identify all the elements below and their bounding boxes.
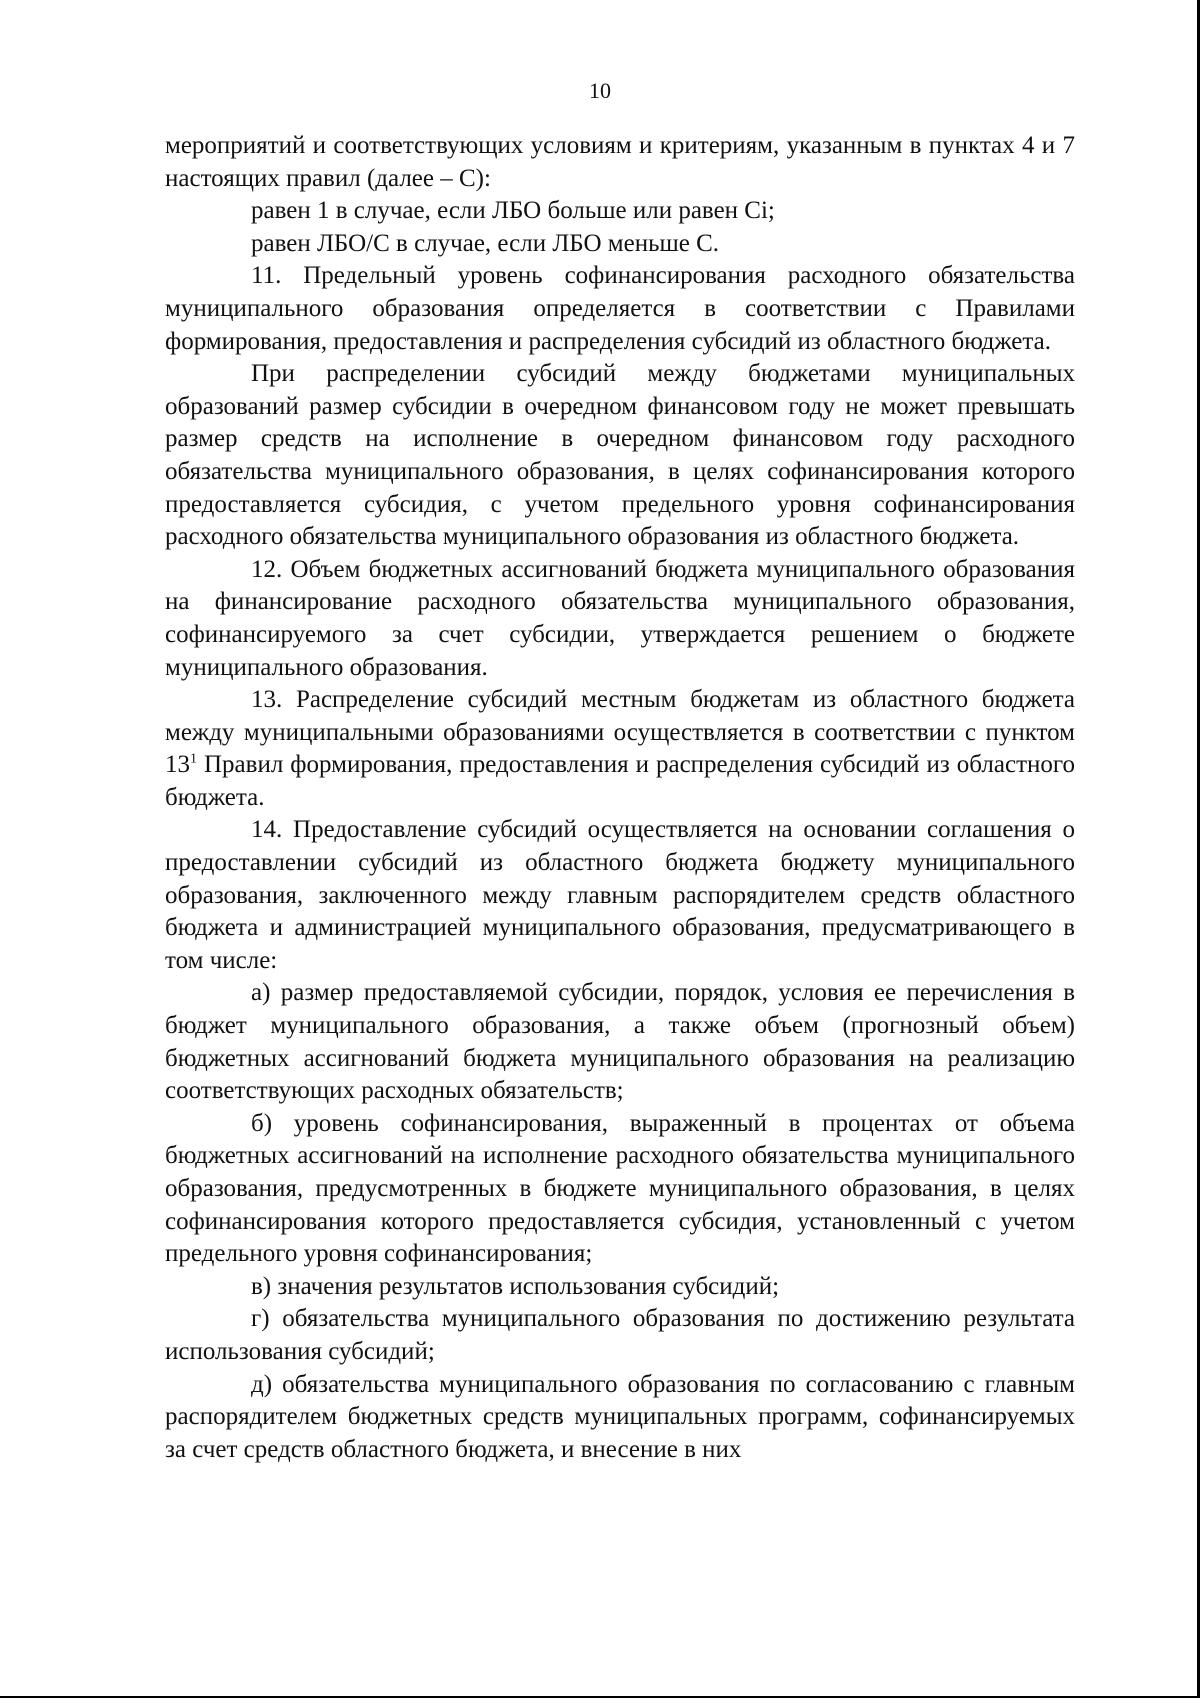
paragraph-continuation: мероприятий и соответствующих условиям и критериям, указанным в пунктах 4 и 7 настоящих правил (далее – С): — [165, 132, 1075, 192]
document-body — [165, 130, 1075, 1466]
paragraph-13 — [165, 684, 1075, 814]
list-item-b: б) уровень софинансирования, выраженный в процентах от объема бюджетных ассигнований на исполнение расходного обязательства муниципального образования, предусмотренных в бюджете муниципального образования, в целях софинансирования которого предоставляется субсидия, установленный с учетом предельного уровня софинансирования; — [165, 1109, 1075, 1268]
list-item-g: г) обязательства муниципального образования по достижению результата использования субсидий; — [165, 1305, 1075, 1365]
paragraph-formula-2: равен ЛБО/С в случае, если ЛБО меньше С. — [251, 229, 720, 257]
paragraph-formula-1: равен 1 в случае, если ЛБО больше или равен Ci; — [251, 197, 775, 225]
paragraph-12: 12. Объем бюджетных ассигнований бюджета муниципального образования на финансирование расходного обязательства муниципального образования, софинансируемого за счет субсидии, утверждается решением о бюджете муниципального образования. — [165, 555, 1075, 681]
paragraph-13-text-end: Правил формирования, предоставления и распределения субсидий из областного бюджета. — [165, 751, 1075, 811]
list-item-d: д) обязательства муниципального образования по согласованию с главным распорядителем бюджетных средств муниципальных программ, софинансируемых за счет средств областного бюджета, и внесение в них — [165, 1370, 1075, 1463]
list-item-v: в) значения результатов использования субсидий; — [251, 1272, 780, 1300]
page-number: 10 — [589, 78, 611, 103]
paragraph-11: 11. Предельный уровень софинансирования расходного обязательства муниципального образования определяется в соответствии с Правилами формирования, предоставления и распределения субсидий из областного бюджета. — [165, 262, 1075, 355]
footnote-superscript: 1 — [190, 751, 197, 767]
paragraph-14: 14. Предоставление субсидий осуществляется на основании соглашения о предоставлении субсидий из областного бюджета бюджету муниципального образования, заключенного между главным распорядителем средств областного бюджета и администрацией муниципального образования, предусматривающего в том числе: — [165, 816, 1075, 974]
paragraph-distribution: При распределении субсидий между бюджетами муниципальных образований размер субсидии в очередном финансовом году не может превышать размер средств на исполнение в очередном финансовом году расходного обязательства муниципального образования, в целях софинансирования которого предоставляется субсидия, с учетом предельного уровня софинансирования расходного обязательства муниципального образования из областного бюджета. — [165, 360, 1075, 551]
paragraph-13-text: 13. Распределение субсидий местным бюджетам из областного бюджета между муниципальными образованиями осуществляется в соответствии с пунктом 13 — [165, 686, 1075, 779]
list-item-a: а) размер предоставляемой субсидии, порядок, условия ее перечисления в бюджет муниципального образования, а также объем (прогнозный объем) бюджетных ассигнований бюджета муниципального образования на реализацию соответствующих расходных обязательств; — [165, 979, 1075, 1105]
